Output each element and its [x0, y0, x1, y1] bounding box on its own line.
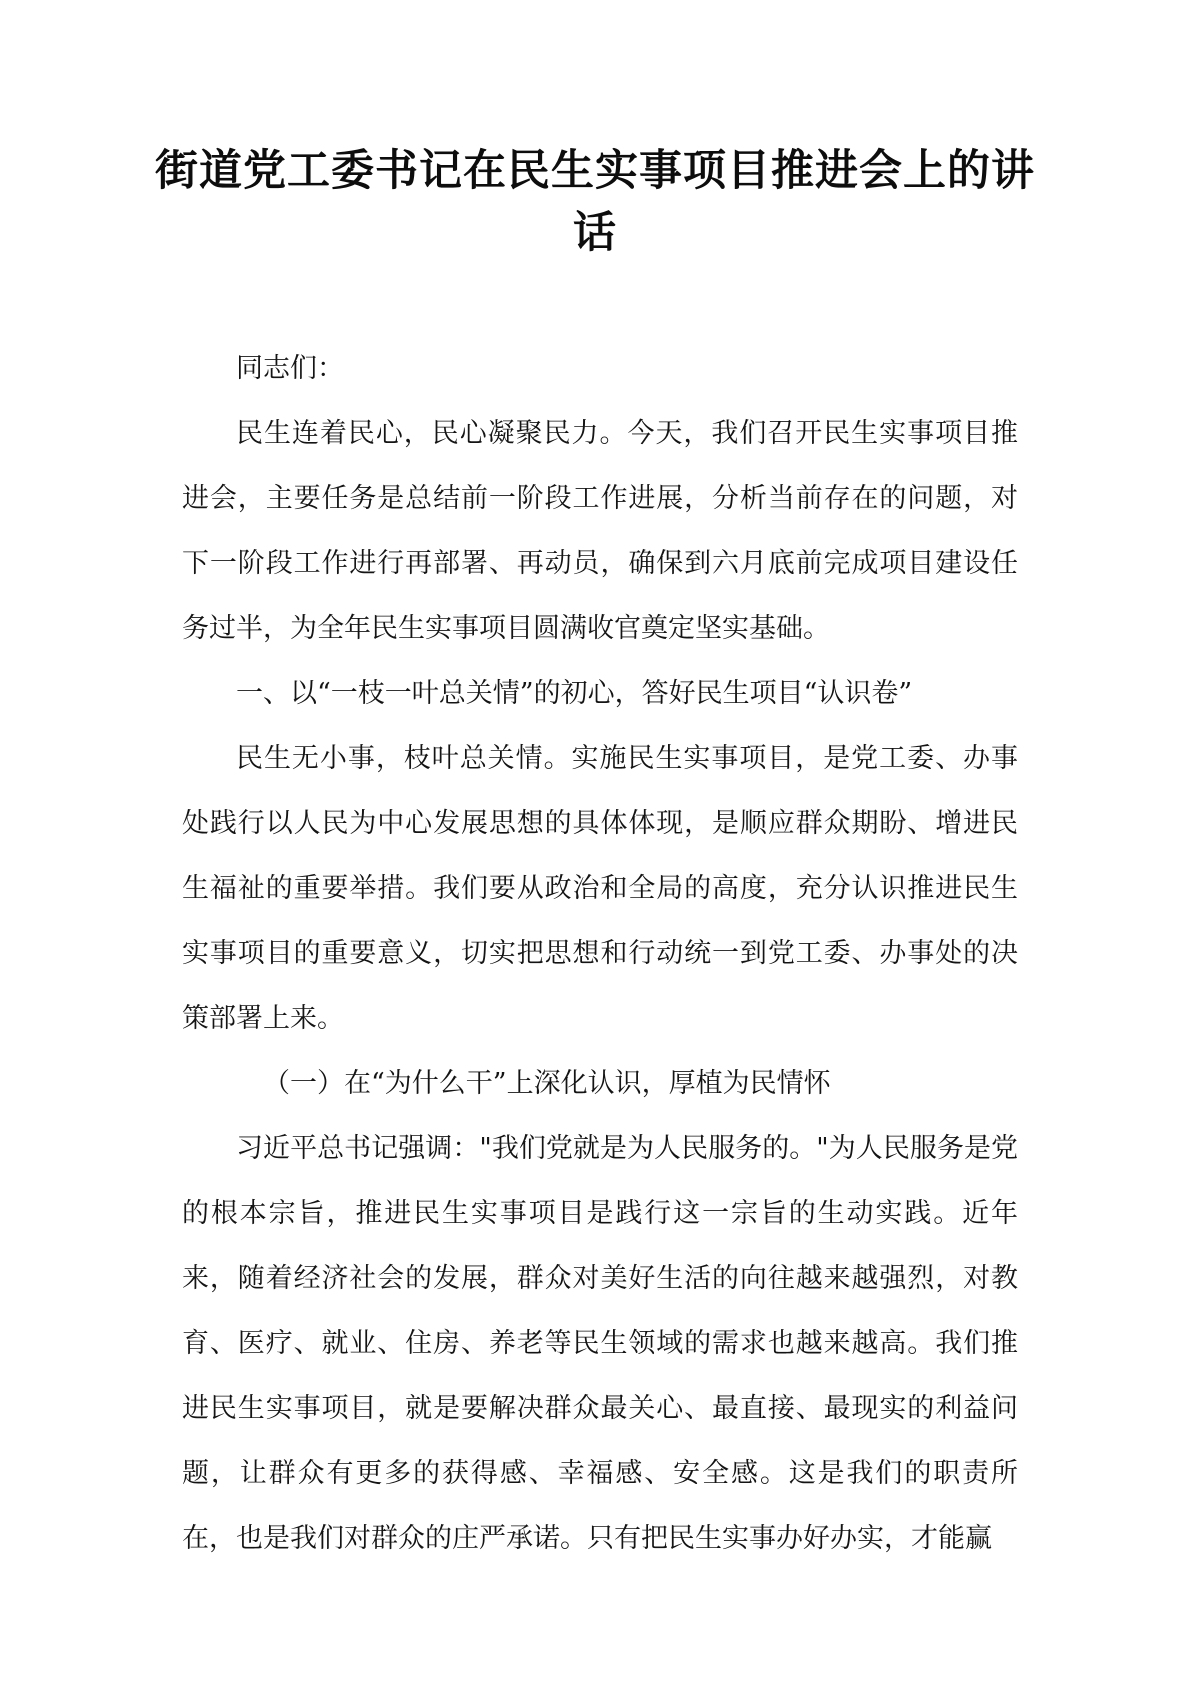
opening-paragraph: 民生连着民心，民心凝聚民力。今天，我们召开民生实事项目推进会，主要任务是总结前一阶段工作进展，分析当前存在的问题，对下一阶段工作进行再部署、再动员，确保到六月底前完成项目建设任务过半，为全年民生实事项目圆满收官奠定坚实基础。 — [182, 418, 1018, 644]
salutation: 同志们： — [236, 353, 344, 384]
document-title: 街道党工委书记在民生实事项目推进会上的讲话 — [155, 146, 1035, 258]
subsection-heading-1: （一）在“为什么干”上深化认识，厚植为民情怀 — [263, 1068, 831, 1099]
subsection-1-paragraph: 习近平总书记强调："我们党就是为人民服务的。"为人民服务是党的根本宗旨，推进民生实事项目是践行这一宗旨的生动实践。近年来，随着经济社会的发展，群众对美好生活的向往越来越强烈，对教育、医疗、就业、住房、养老等民生领域的需求也越来越高。我们推进民生实事项目，就是要解决群众最关心、最直接、最现实的利益问题，让群众有更多的获得感、幸福感、安全感。这是我们的职责所在，也是我们对群众的庄严承诺。只有把民生实事办好办实，才能赢 — [182, 1133, 1018, 1554]
document-body — [182, 336, 1018, 1571]
section-heading-1: 一、以“一枝一叶总关情”的初心，答好民生项目“认识卷” — [236, 678, 913, 709]
section-1-paragraph: 民生无小事，枝叶总关情。实施民生实事项目，是党工委、办事处践行以人民为中心发展思想的具体体现，是顺应群众期盼、增进民生福祉的重要举措。我们要从政治和全局的高度，充分认识推进民生实事项目的重要意义，切实把思想和行动统一到党工委、办事处的决策部署上来。 — [182, 743, 1018, 1034]
